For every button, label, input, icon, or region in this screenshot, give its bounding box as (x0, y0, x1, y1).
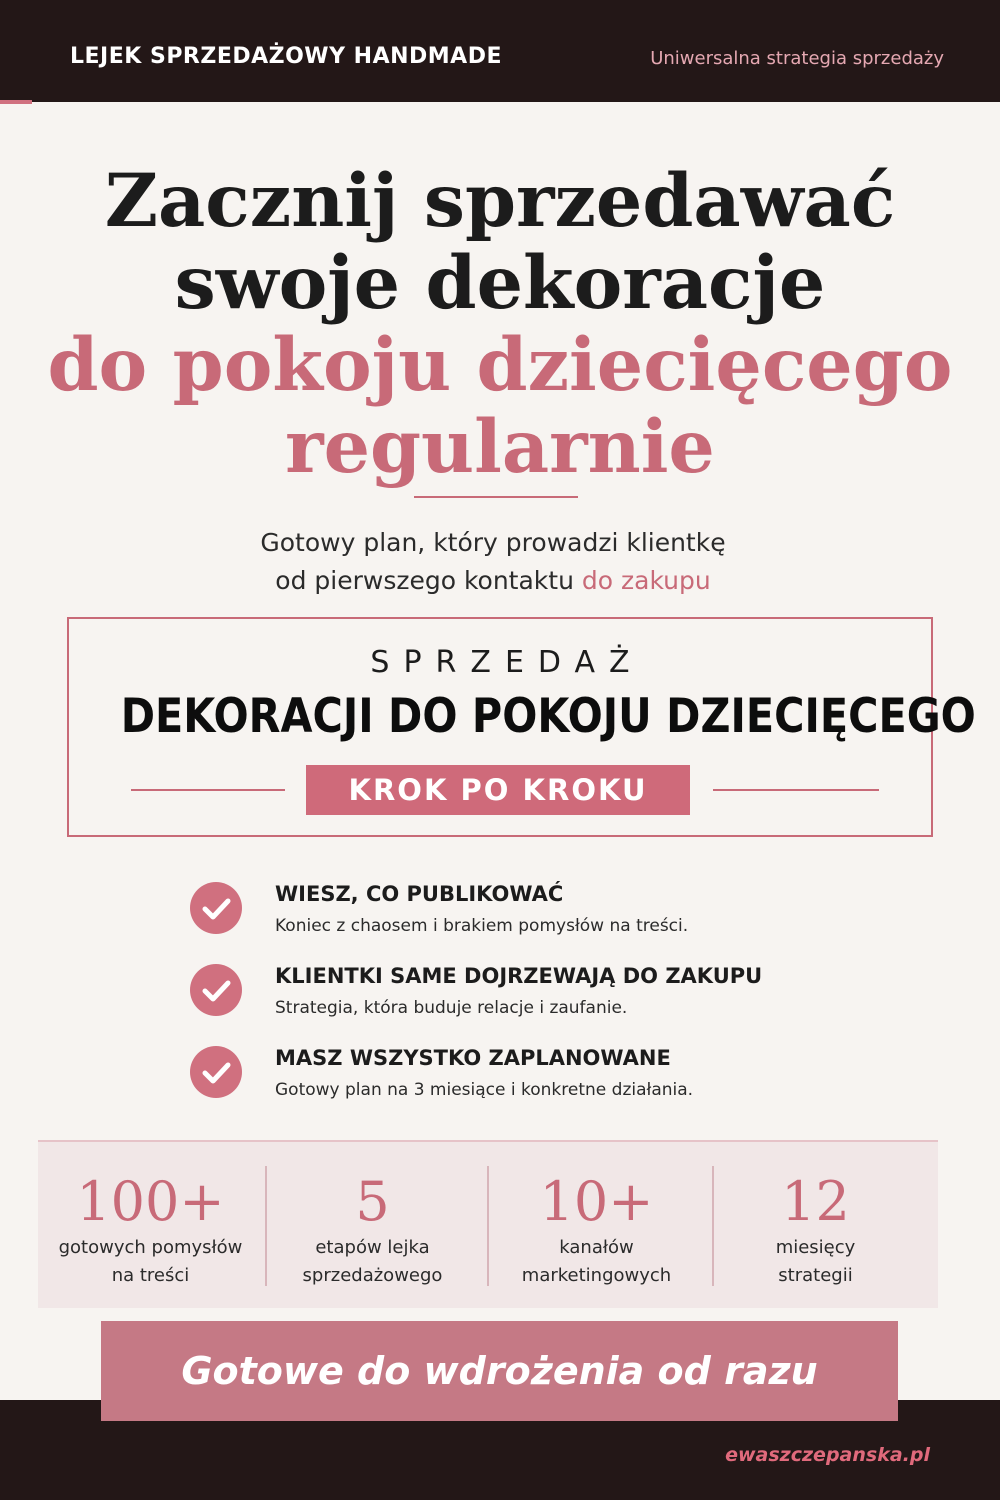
subtitle-line-1: Gotowy plan, który prowadzi klientkę (260, 528, 726, 557)
stat-label-line-2: strategii (778, 1265, 853, 1286)
feature-description: Koniec z chaosem i brakiem pomysłów na treści. (275, 916, 689, 936)
stat-label-line-1: gotowych pomysłów (58, 1237, 243, 1258)
offer-step-badge: KROK PO KROKU (306, 765, 690, 815)
headline-divider (414, 496, 578, 498)
header-accent-strip (0, 100, 32, 104)
stat-strategy-months (703, 1142, 928, 1308)
feature-title: KLIENTKI SAME DOJRZEWAJĄ DO ZAKUPU (275, 964, 763, 988)
feature-item (190, 878, 890, 960)
feature-item (190, 960, 890, 1042)
stat-value: 10+ (539, 1170, 654, 1233)
stat-label (484, 1234, 709, 1290)
subtitle-line-2 (0, 562, 986, 600)
feature-title: WIESZ, CO PUBLIKOWAĆ (275, 882, 564, 906)
stat-label-line-2: sprzedażowego (302, 1265, 443, 1286)
headline-line-4: regularnie (285, 404, 715, 490)
headline-line-3: do pokoju dziecięcego (47, 322, 953, 408)
cta-banner: Gotowe do wdrożenia od razu (101, 1321, 898, 1421)
main-headline (0, 160, 1000, 488)
feature-item (190, 1042, 890, 1124)
subtitle-line-2-plain: od pierwszego kontaktu (275, 566, 574, 595)
website-link[interactable]: ewaszczepanska.pl (725, 1444, 930, 1466)
header-tagline: Uniwersalna strategia sprzedaży (650, 48, 944, 69)
stat-label (260, 1234, 485, 1290)
stat-label-line-2: marketingowych (521, 1265, 672, 1286)
check-circle-icon (190, 964, 242, 1016)
stat-label-line-1: miesięcy (775, 1237, 856, 1258)
offer-title: DEKORACJI DO POKOJU DZIECIĘCEGO (120, 689, 976, 744)
offer-box (67, 617, 976, 837)
offer-rule-right (713, 789, 879, 791)
stat-label-line-1: kanałów (559, 1237, 634, 1258)
header-title: LEJEK SPRZEDAŻOWY HANDMADE (70, 44, 502, 69)
feature-description: Strategia, która buduje relacje i zaufanie. (275, 998, 628, 1018)
offer-kicker: SPRZEDAŻ (370, 645, 644, 680)
stat-label-line-2: na treści (111, 1265, 190, 1286)
feature-title: MASZ WSZYSTKO ZAPLANOWANE (275, 1046, 671, 1070)
headline-line-2: swoje dekoracje (174, 240, 826, 326)
feature-list (190, 878, 890, 1124)
stat-content-ideas (38, 1142, 263, 1308)
stat-value: 5 (355, 1170, 390, 1233)
stat-marketing-channels (484, 1142, 709, 1308)
stat-funnel-stages (260, 1142, 485, 1308)
check-circle-icon (190, 1046, 242, 1098)
feature-description: Gotowy plan na 3 miesiące i konkretne działania. (275, 1080, 694, 1100)
stat-value: 100+ (76, 1170, 225, 1233)
stats-panel (38, 1140, 938, 1308)
stat-value: 12 (781, 1170, 850, 1233)
stat-label (38, 1234, 263, 1290)
subtitle (0, 524, 986, 600)
stat-label (703, 1234, 928, 1290)
top-header-bar (0, 0, 1000, 102)
check-circle-icon (190, 882, 242, 934)
offer-rule-left (131, 789, 285, 791)
headline-line-1: Zacznij sprzedawać (104, 158, 896, 244)
stat-label-line-1: etapów lejka (315, 1237, 430, 1258)
subtitle-highlight: do zakupu (581, 566, 711, 595)
